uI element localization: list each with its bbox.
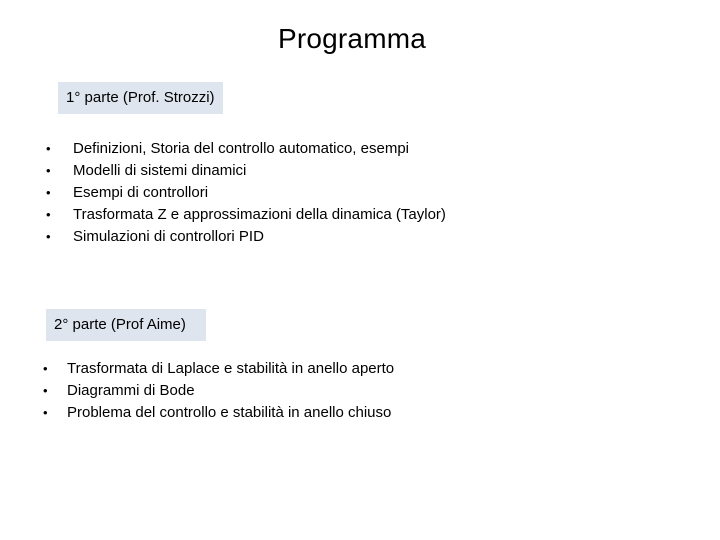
part1-label: 1° parte (Prof. Strozzi): [58, 82, 223, 114]
list-item: [43, 380, 394, 402]
topic-text: Modelli di sistemi dinamici: [73, 162, 247, 179]
bullet-icon: •: [46, 141, 51, 156]
bullet-icon: •: [43, 383, 48, 398]
bullet-icon: •: [46, 207, 51, 222]
list-item: [43, 358, 395, 380]
bullet-icon: •: [46, 229, 51, 244]
part2-topic-list: [43, 358, 395, 424]
topic-text: Definizioni, Storia del controllo automatico, esempi: [73, 140, 409, 157]
topic-text: Trasformata di Laplace e stabilità in anello aperto: [67, 360, 395, 377]
list-item: [46, 160, 446, 182]
topic-text: Problema del controllo e stabilità in anello chiuso: [67, 404, 392, 421]
topic-text: Trasformata Z e approssimazioni della dinamica (Taylor): [73, 206, 446, 223]
list-item: [46, 226, 446, 248]
slide-title: Programma: [277, 23, 427, 54]
topic-text: Simulazioni di controllori PID: [73, 228, 264, 245]
list-item: [46, 138, 446, 160]
bullet-icon: •: [43, 405, 48, 420]
bullet-icon: •: [46, 163, 51, 178]
part1-topic-list: [46, 138, 446, 248]
list-item: [46, 182, 446, 204]
part2-label: 2° parte (Prof Aime): [46, 309, 206, 341]
list-item: [46, 204, 446, 226]
bullet-icon: •: [46, 185, 51, 200]
list-item: [43, 402, 394, 424]
topic-text: Esempi di controllori: [73, 184, 209, 201]
topic-text: Diagrammi di Bode: [67, 382, 195, 399]
bullet-icon: •: [43, 361, 48, 376]
